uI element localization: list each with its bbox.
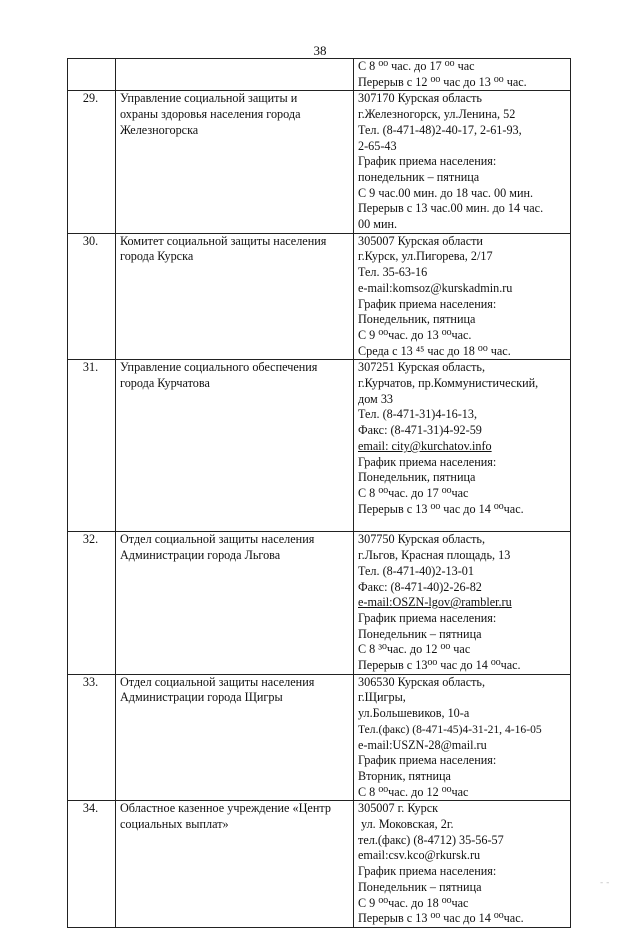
- info-line: Понедельник – пятница: [358, 626, 482, 641]
- info-line: График приема населения:: [358, 154, 497, 169]
- info-line: 305007 Курская области: [358, 233, 483, 248]
- info-line: Понедельник, пятница: [358, 470, 476, 485]
- info-line: 306530 Курская область,: [358, 674, 486, 689]
- info-line: Перерыв с 13⁰⁰ час до 14 ⁰⁰час.: [358, 658, 521, 673]
- info-line: Перерыв с 12 ⁰⁰ час до 13 ⁰⁰ час.: [358, 74, 527, 89]
- org-line: охраны здоровья населения города: [120, 107, 301, 122]
- info-line: дом 33: [358, 391, 394, 406]
- info-line: Понедельник, пятница: [358, 312, 476, 327]
- info-line: Факс: (8-471-31)4-92-59: [358, 423, 482, 438]
- org-line: Железногорска: [120, 122, 199, 137]
- info-line: Тел. 35-63-16: [358, 265, 428, 280]
- info-line: 305007 г. Курск: [358, 801, 439, 816]
- info-line: С 8 ⁰⁰час. до 17 ⁰⁰час: [358, 485, 469, 500]
- info-line: График приема населения:: [358, 610, 497, 625]
- contact-info: [354, 59, 571, 91]
- info-line: email:csv.kco@rkursk.ru: [358, 848, 481, 863]
- info-line: [358, 517, 567, 531]
- info-line: 307170 Курская область: [358, 91, 482, 106]
- contact-info: [354, 674, 571, 801]
- info-line: С 8 ³⁰час. до 12 ⁰⁰ час: [358, 642, 471, 657]
- scan-mark: - -: [600, 878, 610, 888]
- row-number: 30.: [68, 233, 116, 360]
- info-line: Вторник, пятница: [358, 768, 451, 783]
- institutions-table: [67, 58, 571, 928]
- org-name: [116, 91, 354, 233]
- info-line: 00 мин.: [358, 217, 398, 232]
- info-line: График приема населения:: [358, 296, 497, 311]
- email-link[interactable]: e-mail:OSZN-lgov@rambler.ru: [358, 595, 512, 610]
- info-line: Тел. (8-471-40)2-13-01: [358, 563, 474, 578]
- table-row: [68, 801, 571, 928]
- info-line: e-mail:komsoz@kurskadmin.ru: [358, 280, 513, 295]
- org-line: Администрации города Щигры: [120, 690, 283, 705]
- org-name: [116, 532, 354, 674]
- row-number: 29.: [68, 91, 116, 233]
- table-row: [68, 674, 571, 801]
- org-line: города Курска: [120, 249, 194, 264]
- info-line: Среда с 13 ⁴⁵ час до 18 ⁰⁰ час.: [358, 343, 511, 358]
- org-line: Отдел социальной защиты населения: [120, 674, 315, 689]
- org-name: [116, 360, 354, 532]
- info-line: ул. Моковская, 2г.: [358, 817, 454, 832]
- org-line: города Курчатова: [120, 376, 210, 391]
- org-name: [116, 801, 354, 928]
- org-line: социальных выплат»: [120, 817, 229, 832]
- info-line: ул.Большевиков, 10-а: [358, 706, 470, 721]
- org-line: Комитет социальной защиты населения: [120, 233, 327, 248]
- info-line: г.Железногорск, ул.Ленина, 52: [358, 107, 516, 122]
- row-number: 31.: [68, 360, 116, 532]
- info-line: С 9 ⁰⁰час. до 13 ⁰⁰час.: [358, 327, 472, 342]
- info-line: Факс: (8-471-40)2-26-82: [358, 579, 482, 594]
- info-line: С 8 ⁰⁰час. до 12 ⁰⁰час: [358, 784, 469, 799]
- info-line: График приема населения:: [358, 454, 497, 469]
- info-line: понедельник – пятница: [358, 169, 480, 184]
- info-line: тел.(факс) (8-4712) 35-56-57: [358, 832, 504, 847]
- info-line: Тел.(факс) (8-471-45)4-31-21, 4-16-05: [358, 722, 542, 736]
- info-line: График приема населения:: [358, 864, 497, 879]
- info-line: г.Льгов, Красная площадь, 13: [358, 548, 511, 563]
- info-line: Перерыв с 13 ⁰⁰ час до 14 ⁰⁰час.: [358, 911, 524, 926]
- row-number: [68, 59, 116, 91]
- info-line: 307251 Курская область,: [358, 360, 486, 375]
- info-line: 307750 Курская область,: [358, 532, 486, 547]
- info-line: С 9 час.00 мин. до 18 час. 00 мин.: [358, 185, 534, 200]
- org-line: Управление социальной защиты и: [120, 91, 298, 106]
- info-line: Тел. (8-471-31)4-16-13,: [358, 407, 477, 422]
- row-number: 33.: [68, 674, 116, 801]
- org-name: [116, 674, 354, 801]
- info-line: e-mail:USZN-28@mail.ru: [358, 737, 487, 752]
- info-line: г.Курск, ул.Пигорева, 2/17: [358, 249, 493, 264]
- page-number: 38: [313, 43, 327, 58]
- email-link[interactable]: email: city@kurchatov.info: [358, 438, 492, 453]
- info-line: График приема населения:: [358, 753, 497, 768]
- info-line: Понедельник – пятница: [358, 879, 482, 894]
- contact-info: [354, 532, 571, 674]
- org-name: [116, 59, 354, 91]
- info-line: Тел. (8-471-48)2-40-17, 2-61-93,: [358, 122, 522, 137]
- org-name: [116, 233, 354, 360]
- info-line: г.Щигры,: [358, 690, 406, 705]
- org-line: Администрации города Льгова: [120, 548, 281, 563]
- info-line: г.Курчатов, пр.Коммунистический,: [358, 376, 539, 391]
- contact-info: [354, 233, 571, 360]
- contact-info: [354, 91, 571, 233]
- table-row: [68, 233, 571, 360]
- table-row: [68, 532, 571, 674]
- row-number: 32.: [68, 532, 116, 674]
- contact-info: [354, 360, 571, 532]
- org-line: Отдел социальной защиты населения: [120, 532, 315, 547]
- table-row: [68, 360, 571, 532]
- row-number: 34.: [68, 801, 116, 928]
- table-row: [68, 59, 571, 91]
- org-line: Управление социального обеспечения: [120, 360, 318, 375]
- table-body: [68, 59, 571, 928]
- contact-info: [354, 801, 571, 928]
- info-line: 2-65-43: [358, 138, 397, 153]
- info-line: Перерыв с 13 ⁰⁰ час до 14 ⁰⁰час.: [358, 501, 524, 516]
- table-row: [68, 91, 571, 233]
- info-line: С 9 ⁰⁰час. до 18 ⁰⁰час: [358, 895, 469, 910]
- info-line: С 8 ⁰⁰ час. до 17 ⁰⁰ час: [358, 59, 475, 73]
- info-line: Перерыв с 13 час.00 мин. до 14 час.: [358, 201, 544, 216]
- org-line: Областное казенное учреждение «Центр: [120, 801, 331, 816]
